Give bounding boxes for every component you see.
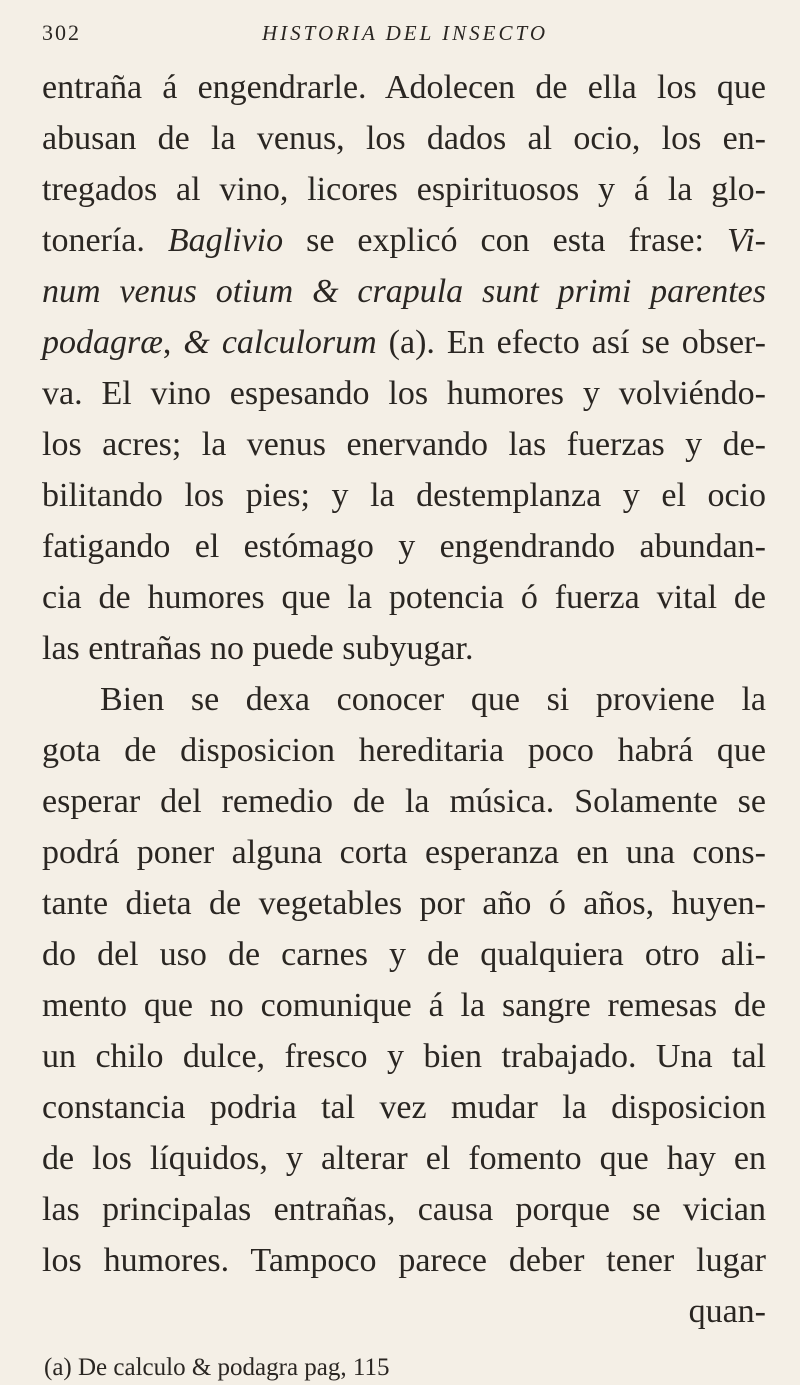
text-line [42, 419, 766, 470]
italic-run: & calculorum [183, 324, 377, 361]
text-line [42, 776, 766, 827]
text-line [42, 1082, 766, 1133]
text-run: do del uso de carnes y de qualquiera otro ali- [42, 936, 766, 973]
text-run: mento que no comunique á la sangre remesas de [42, 987, 766, 1024]
text-run: quan- [688, 1293, 766, 1330]
text-line [42, 215, 766, 266]
text-line [42, 164, 766, 215]
text-run: tregados al vino, licores espirituosos y á la glo- [42, 171, 766, 208]
text-line [42, 1133, 766, 1184]
text-run: va. El vino espesando los humores y volviéndo- [42, 375, 766, 412]
italic-run: Baglivio [167, 222, 284, 259]
italic-run: Vi- [726, 222, 766, 259]
text-line [42, 368, 766, 419]
text-run: las entrañas no puede subyugar. [42, 630, 474, 667]
text-line [42, 725, 766, 776]
text-run: , [162, 324, 184, 361]
text-run: cia de humores que la potencia ó fuerza vital de [42, 579, 766, 616]
page-number: 302 [42, 20, 81, 45]
text-line [42, 623, 766, 674]
text-run: se explicó con esta frase: [283, 222, 727, 259]
italic-run: num venus otium & crapula sunt primi parentes [42, 273, 766, 310]
text-line [42, 929, 766, 980]
text-run: constancia podria tal vez mudar la disposicion [42, 1089, 766, 1126]
body-text [42, 62, 766, 1337]
text-run: gota de disposicion hereditaria poco habrá que [42, 732, 766, 769]
text-run: tante dieta de vegetables por año ó años, huyen- [42, 885, 766, 922]
text-line [42, 1031, 766, 1082]
text-run: entraña á engendrarle. Adolecen de ella los que [42, 69, 766, 106]
text-run: los acres; la venus enervando las fuerzas y de- [42, 426, 766, 463]
text-run: Bien se dexa conocer que si proviene la [100, 681, 766, 718]
text-run: las principalas entrañas, causa porque se vician [42, 1191, 766, 1228]
text-run: esperar del remedio de la música. Solamente se [42, 783, 766, 820]
footnote: (a) De calculo & podagra pag, 115 [44, 1354, 390, 1381]
text-line [42, 113, 766, 164]
text-line [42, 470, 766, 521]
text-line [42, 827, 766, 878]
text-line [42, 1286, 766, 1337]
text-line [42, 1235, 766, 1286]
text-line [42, 572, 766, 623]
text-run: tonería. [42, 222, 168, 259]
text-line [42, 980, 766, 1031]
text-line [42, 62, 766, 113]
running-head: HISTORIA DEL INSECTO [262, 21, 548, 45]
text-run: un chilo dulce, fresco y bien trabajado. Una tal [42, 1038, 766, 1075]
italic-run: podagræ [42, 324, 163, 361]
text-run: podrá poner alguna corta esperanza en una cons- [42, 834, 766, 871]
text-run: de los líquidos, y alterar el fomento que hay en [42, 1140, 766, 1177]
text-line [42, 1184, 766, 1235]
text-line [42, 266, 766, 317]
text-line [42, 878, 766, 929]
page-header [42, 20, 766, 58]
text-line [42, 521, 766, 572]
text-line [42, 674, 766, 725]
text-run: abusan de la venus, los dados al ocio, los en- [42, 120, 766, 157]
text-run: los humores. Tampoco parece deber tener lugar [42, 1242, 766, 1279]
text-line [42, 317, 766, 368]
text-run: (a). En efecto así se obser- [376, 324, 767, 361]
text-run: fatigando el estómago y engendrando abundan- [42, 528, 766, 565]
text-run: bilitando los pies; y la destemplanza y el ocio [42, 477, 766, 514]
